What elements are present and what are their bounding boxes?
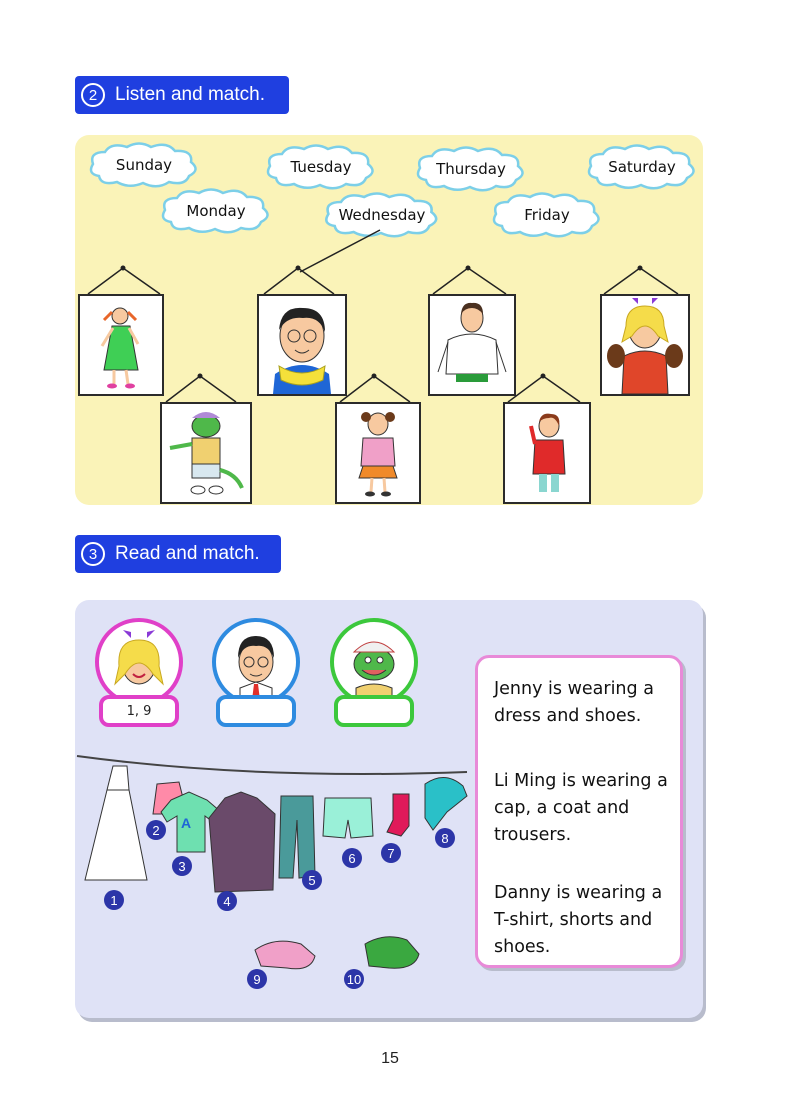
day-label: Friday xyxy=(524,206,570,224)
number-badge: 5 xyxy=(302,870,322,890)
danny-dinosaur-illustration xyxy=(162,404,250,502)
man-white-sweater-illustration xyxy=(430,296,514,394)
avatar-li-ming xyxy=(212,618,300,706)
sentence-jenny: Jenny is wearing a dress and shoes. xyxy=(494,679,654,726)
number-badge: 7 xyxy=(381,843,401,863)
picture-girl-red-coat[interactable] xyxy=(503,402,591,504)
number-badge: 9 xyxy=(247,969,267,989)
li-ming-face-icon xyxy=(216,622,296,702)
svg-text:A: A xyxy=(181,815,192,831)
number-badge: 4 xyxy=(217,891,237,911)
li-ming-scarf-illustration xyxy=(259,296,345,394)
section-3-header xyxy=(75,535,281,573)
answer-box-li-ming[interactable] xyxy=(216,695,296,727)
shoes-10 xyxy=(365,937,419,968)
picture-danny-dinosaur[interactable] xyxy=(160,402,252,504)
day-label: Wednesday xyxy=(338,206,426,224)
cloud-tuesday[interactable] xyxy=(262,144,380,190)
number-badge: 6 xyxy=(342,848,362,868)
socks-7 xyxy=(387,794,409,836)
section-2-title: Listen and match. xyxy=(115,84,265,105)
picture-man-white-sweater[interactable] xyxy=(428,294,516,396)
section-2-header xyxy=(75,76,289,114)
number-badge: 1 xyxy=(104,890,124,910)
sentence-danny: Danny is wearing a T-shirt, shorts and shoes. xyxy=(494,883,663,957)
jenny-red-dress-illustration xyxy=(602,296,688,394)
answer-box-danny[interactable] xyxy=(334,695,414,727)
sentences-box xyxy=(475,655,683,968)
cap-8 xyxy=(425,777,467,830)
answer-box-jenny[interactable]: 1, 9 xyxy=(99,695,179,727)
picture-li-ming-scarf[interactable] xyxy=(257,294,347,396)
cloud-thursday[interactable] xyxy=(412,146,530,192)
shoes-9 xyxy=(255,941,315,969)
girl-red-coat-illustration xyxy=(505,404,589,502)
day-label: Tuesday xyxy=(290,158,352,176)
cloud-sunday[interactable] xyxy=(85,142,203,188)
number-badge: 10 xyxy=(344,969,364,989)
coat-4 xyxy=(209,792,275,892)
section-2-number: 2 xyxy=(81,83,105,107)
girl-green-dress-illustration xyxy=(80,296,162,394)
number-badge: 3 xyxy=(172,856,192,876)
cloud-friday[interactable] xyxy=(488,192,606,238)
sentence-li-ming: Li Ming is wearing a cap, a coat and trousers. xyxy=(494,771,668,845)
avatar-danny xyxy=(330,618,418,706)
clothesline-illustration xyxy=(75,740,475,1000)
number-badge: 8 xyxy=(435,828,455,848)
section-3-title: Read and match. xyxy=(115,543,260,564)
day-label: Sunday xyxy=(115,156,173,174)
clothesline-rope xyxy=(77,756,467,774)
picture-girl-pink-coat[interactable] xyxy=(335,402,421,504)
dress-1 xyxy=(85,766,147,880)
danny-face-icon xyxy=(334,622,414,702)
shorts-6 xyxy=(323,798,373,838)
girl-pink-coat-illustration xyxy=(337,404,419,502)
cloud-saturday[interactable] xyxy=(583,144,701,190)
picture-girl-green-dress[interactable] xyxy=(78,294,164,396)
number-badge: 2 xyxy=(146,820,166,840)
day-label: Thursday xyxy=(436,160,506,178)
day-label: Saturday xyxy=(608,158,676,176)
cloud-monday[interactable] xyxy=(157,188,275,234)
picture-jenny-red-dress[interactable] xyxy=(600,294,690,396)
day-label: Monday xyxy=(186,202,246,220)
page-number: 15 xyxy=(381,1050,399,1067)
jenny-face-icon xyxy=(99,622,179,702)
avatar-jenny xyxy=(95,618,183,706)
section-3-number: 3 xyxy=(81,542,105,566)
trousers-5 xyxy=(279,796,315,878)
